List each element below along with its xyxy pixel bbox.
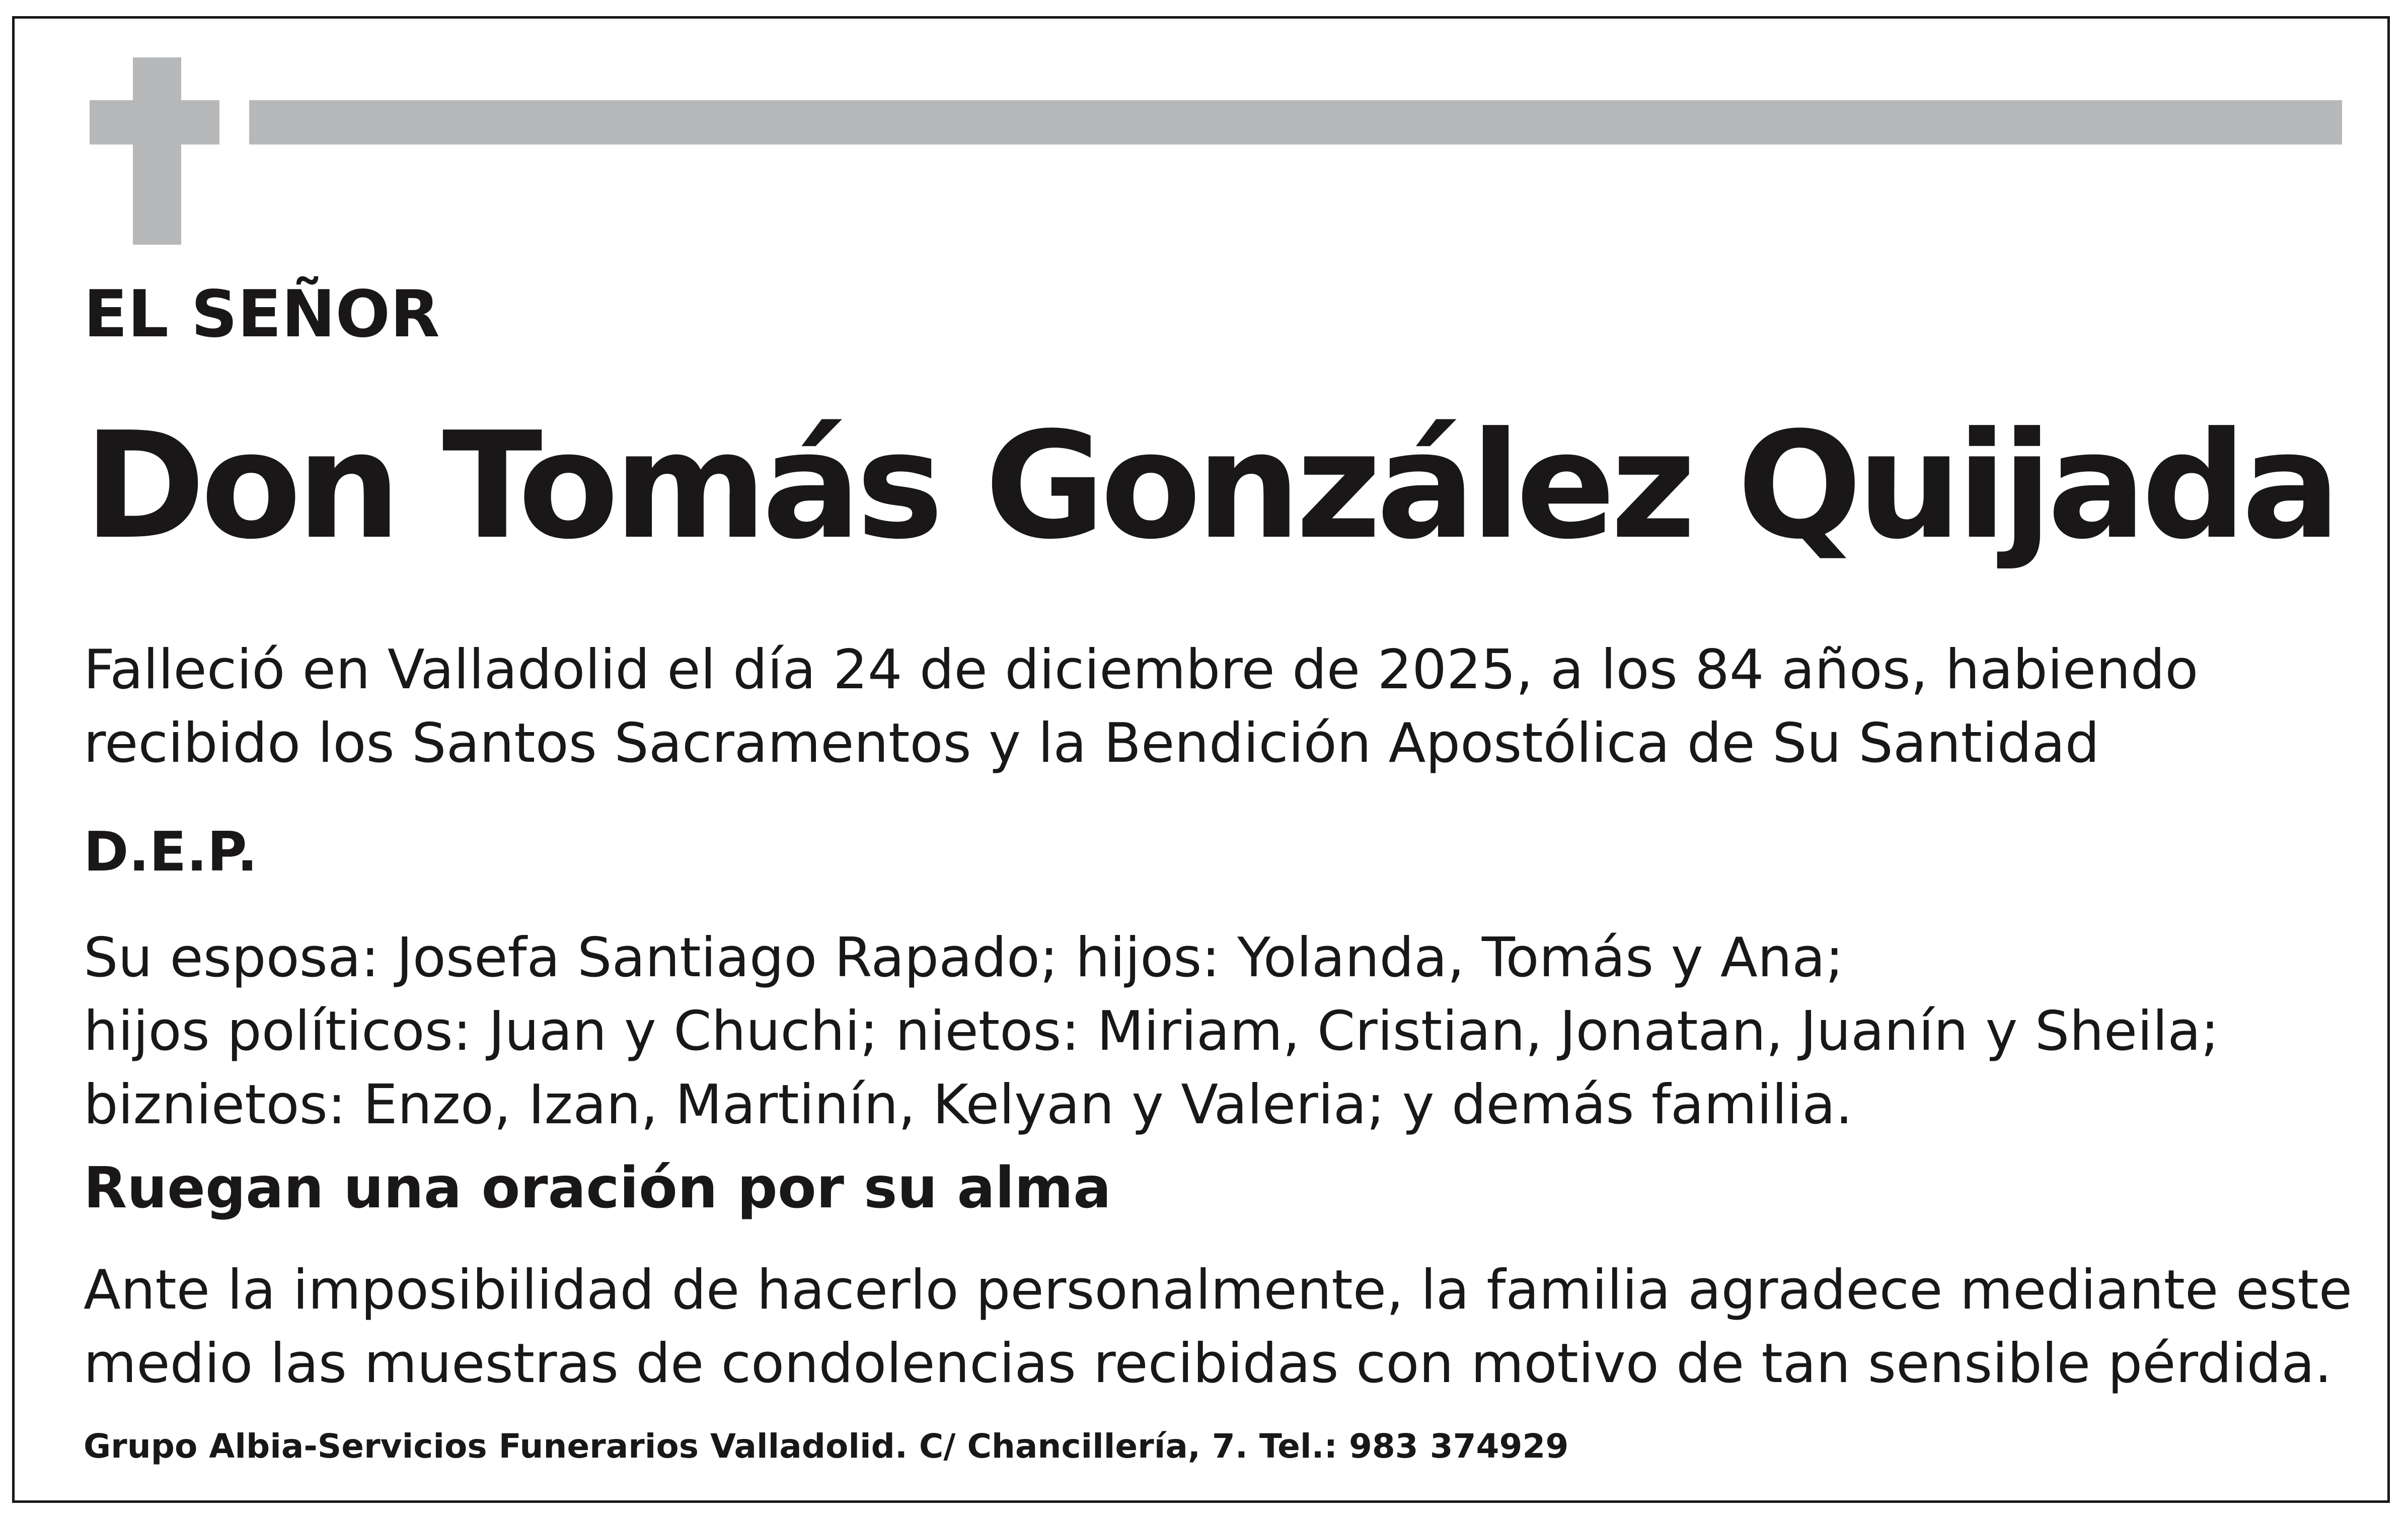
cross-horizontal-bar <box>90 100 219 144</box>
family-list <box>84 921 2219 1142</box>
thanks-message-line: Ante la imposibilidad de hacerlo personalmente, la familia agradece mediante este <box>84 1259 2353 1322</box>
family-list-line: Su esposa: Josefa Santiago Rapado; hijos: Yolanda, Tomás y Ana; <box>84 926 1844 989</box>
death-announcement-line: recibido los Santos Sacramentos y la Bendición Apostólica de Su Santidad <box>84 712 2100 775</box>
thanks-message <box>84 1254 2352 1401</box>
death-announcement <box>84 633 2198 780</box>
thanks-message-line: medio las muestras de condolencias recibidas con motivo de tan sensible pérdida. <box>84 1332 2332 1395</box>
header-rule <box>249 100 2342 144</box>
deceased-name: Don Tomás González Quijada <box>84 400 2336 571</box>
honorific-heading: EL SEÑOR <box>84 277 440 352</box>
death-announcement-line: Falleció en Valladolid el día 24 de diciembre de 2025, a los 84 años, habiendo <box>84 638 2199 701</box>
family-list-line: biznietos: Enzo, Izan, Martinín, Kelyan y Valeria; y demás familia. <box>84 1073 1853 1136</box>
family-list-line: hijos políticos: Juan y Chuchi; nietos: Miriam, Cristian, Jonatan, Juanín y Sheila; <box>84 1000 2219 1063</box>
dep-label: D.E.P. <box>84 821 258 884</box>
funeral-home-footer: Grupo Albia-Servicios Funerarios Valladolid. C/ Chancillería, 7. Tel.: 983 374929 <box>84 1427 1569 1466</box>
prayer-request: Ruegan una oración por su alma <box>84 1155 1111 1221</box>
cross-vertical-bar <box>133 57 181 245</box>
